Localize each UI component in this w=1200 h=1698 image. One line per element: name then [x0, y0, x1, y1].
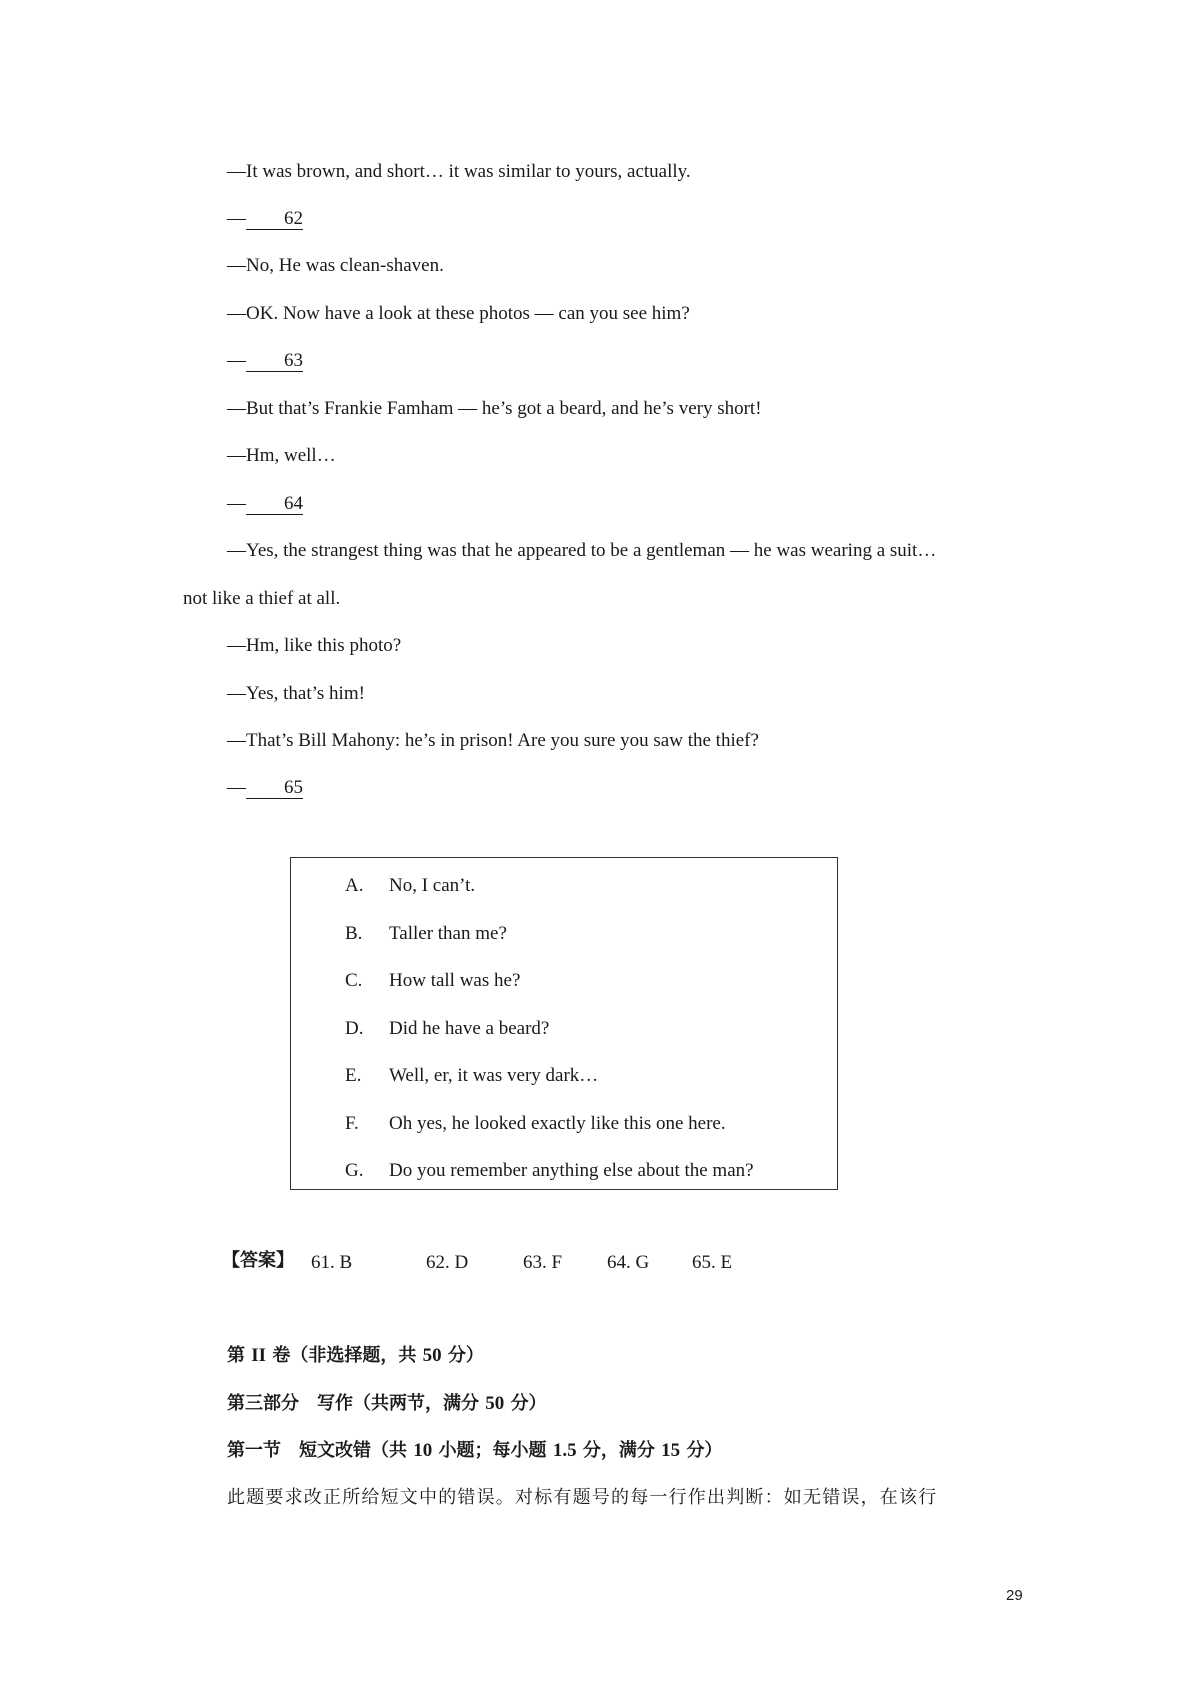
option-letter: A.: [345, 875, 364, 896]
blank-62: 62: [246, 209, 303, 230]
dialogue-blank-64: [227, 494, 303, 515]
dialogue-line-6: —But that’s Frankie Famham — he’s got a beard, and he’s very short!: [227, 398, 762, 419]
page-number: 29: [1006, 1587, 1023, 1604]
part-three-heading: 第三部分 写作（共两节，满分 50 分）: [227, 1393, 547, 1414]
answer-item: 61. B: [311, 1252, 353, 1273]
dialogue-line-7: —Hm, well…: [227, 445, 336, 466]
blank-64: 64: [246, 494, 303, 515]
dialogue-line-3: —No, He was clean-shaven.: [227, 255, 444, 276]
option-e: [345, 1066, 598, 1085]
section-title: 第 II 卷（非选择题，共 50 分）: [227, 1345, 484, 1366]
dialogue-line-13: —That’s Bill Mahony: he’s in prison! Are you sure you saw the thief?: [227, 730, 759, 751]
option-letter: B.: [345, 923, 363, 944]
option-b: [345, 924, 507, 943]
dialogue-line-11: —Hm, like this photo?: [227, 635, 402, 656]
option-text: No, I can’t.: [389, 875, 476, 896]
option-text: Oh yes, he looked exactly like this one here.: [389, 1113, 726, 1134]
option-a: [345, 876, 475, 895]
dialogue-line-10: not like a thief at all.: [183, 588, 341, 609]
options-box: [290, 857, 838, 1190]
answer-item: 65. E: [692, 1252, 733, 1273]
option-text: Well, er, it was very dark…: [389, 1065, 599, 1086]
dash: —: [227, 350, 246, 371]
option-f: [345, 1114, 726, 1133]
option-letter: C.: [345, 970, 363, 991]
blank-63: 63: [246, 351, 303, 372]
dialogue-blank-63: [227, 351, 303, 372]
dialogue-line-1: —It was brown, and short… it was similar to yours, actually.: [227, 161, 691, 182]
answer-label: 【答案】: [222, 1250, 294, 1271]
option-text: How tall was he?: [389, 970, 521, 991]
dialogue-blank-65: [227, 778, 303, 799]
option-letter: E.: [345, 1065, 362, 1086]
option-text: Taller than me?: [389, 923, 507, 944]
dash: —: [227, 777, 246, 798]
answer-item: 62. D: [426, 1252, 469, 1273]
instruction-text: 此题要求改正所给短文中的错误。对标有题号的每一行作出判断：如无错误，在该行: [227, 1487, 938, 1508]
section-one-heading: 第一节 短文改错（共 10 小题；每小题 1.5 分，满分 15 分）: [227, 1440, 723, 1461]
option-c: [345, 971, 520, 990]
dialogue-line-9: —Yes, the strangest thing was that he appeared to be a gentleman — he was wearing a suit…: [227, 540, 937, 561]
blank-65: 65: [246, 778, 303, 799]
dash: —: [227, 208, 246, 229]
option-d: [345, 1019, 549, 1038]
answer-item: 63. F: [523, 1252, 563, 1273]
option-letter: G.: [345, 1160, 364, 1181]
dialogue-line-4: —OK. Now have a look at these photos — can you see him?: [227, 303, 690, 324]
dialogue-blank-62: [227, 209, 303, 230]
option-letter: F.: [345, 1113, 359, 1134]
option-text: Did he have a beard?: [389, 1018, 550, 1039]
option-g: [345, 1161, 754, 1180]
dialogue-line-12: —Yes, that’s him!: [227, 683, 365, 704]
option-text: Do you remember anything else about the man?: [389, 1160, 754, 1181]
option-letter: D.: [345, 1018, 364, 1039]
dash: —: [227, 493, 246, 514]
answer-item: 64. G: [607, 1252, 650, 1273]
